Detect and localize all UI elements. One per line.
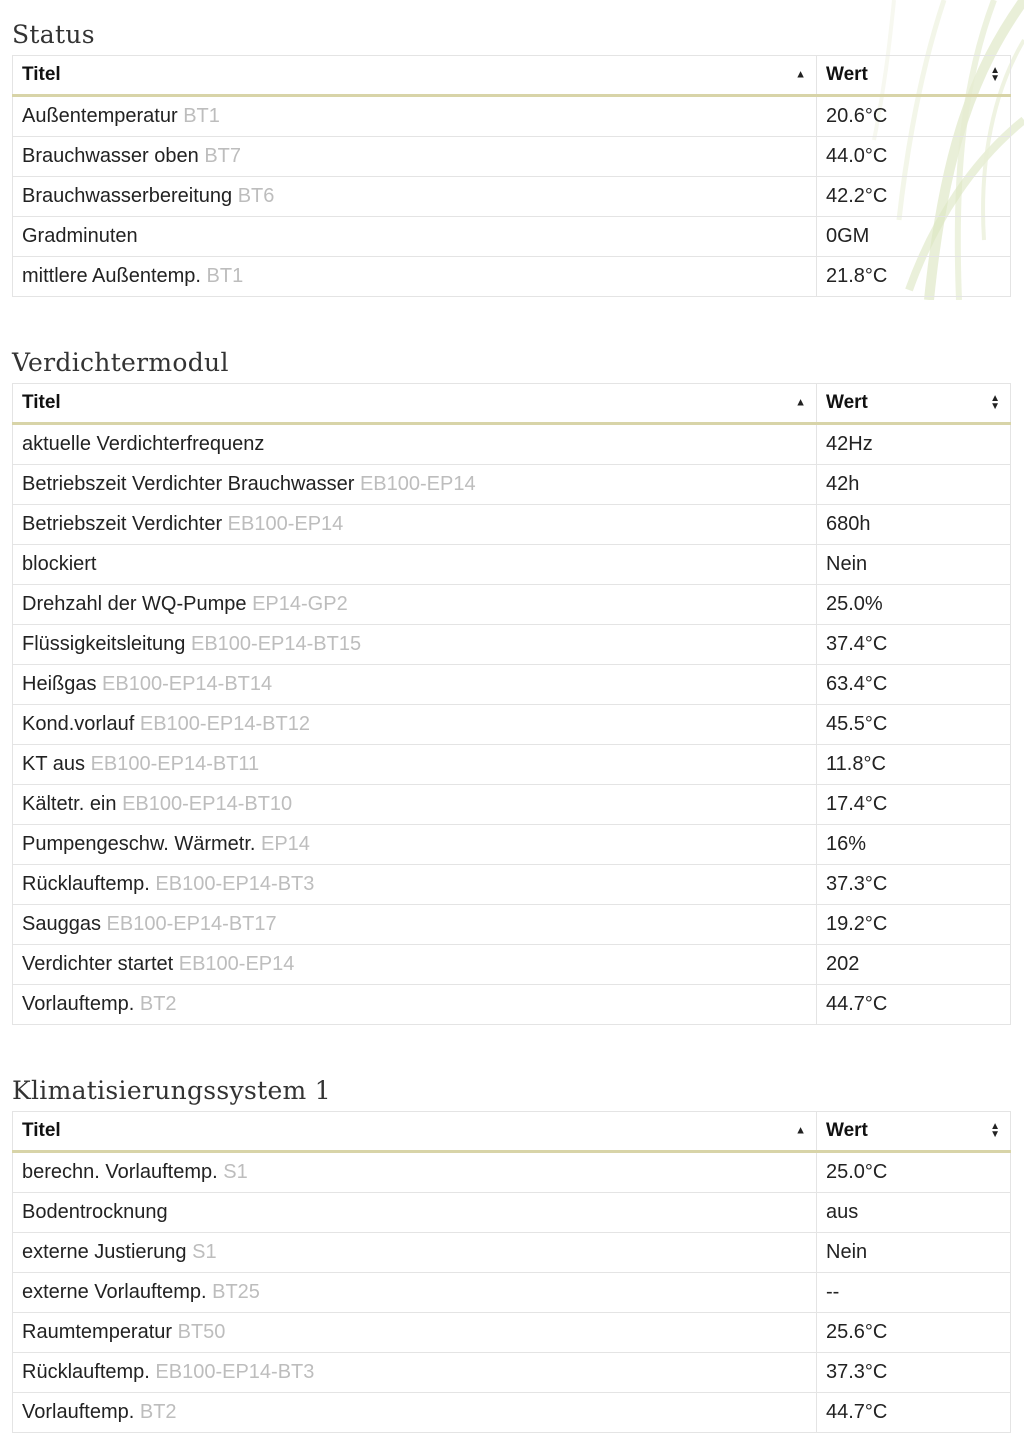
row-title-cell xyxy=(13,745,817,785)
row-title-cell xyxy=(13,424,817,465)
table-row xyxy=(13,1193,1011,1233)
row-title-cell xyxy=(13,865,817,905)
table-row xyxy=(13,1313,1011,1353)
table-row xyxy=(13,665,1011,705)
row-value-cell: 44.7°C xyxy=(817,1393,1011,1433)
section-status xyxy=(12,15,1010,297)
column-header-value[interactable] xyxy=(817,1112,1011,1152)
row-value-cell: 37.4°C xyxy=(817,625,1011,665)
row-sensor-code: BT50 xyxy=(177,1321,226,1343)
row-sensor-code: EB100-EP14-BT15 xyxy=(190,633,362,655)
sort-both-icon: ▲ ▼ xyxy=(990,65,1000,84)
column-header-title-label: Titel xyxy=(22,1120,61,1141)
row-label: Betriebszeit Verdichter xyxy=(22,513,223,535)
table-row xyxy=(13,945,1011,985)
row-title-cell xyxy=(13,1313,817,1353)
row-sensor-code: EB100-EP14 xyxy=(178,953,295,975)
column-header-value-label: Wert xyxy=(826,1120,868,1141)
table-row xyxy=(13,96,1011,137)
column-header-value[interactable] xyxy=(817,384,1011,424)
klimatisierungssystem-table xyxy=(12,1111,1011,1433)
section-klimatisierungssystem-1 xyxy=(12,1071,1010,1433)
row-sensor-code: EB100-EP14-BT14 xyxy=(102,673,273,695)
row-sensor-code: EP14-GP2 xyxy=(252,593,348,615)
column-header-title[interactable] xyxy=(13,56,817,96)
table-row xyxy=(13,865,1011,905)
row-label: KT aus xyxy=(22,753,85,775)
row-sensor-code: BT1 xyxy=(183,105,220,127)
row-label: aktuelle Verdichterfrequenz xyxy=(22,433,265,455)
row-title-cell xyxy=(13,785,817,825)
table-row xyxy=(13,424,1011,465)
row-sensor-code: EB100-EP14-BT3 xyxy=(155,1361,315,1383)
row-label: Vorlauftemp. xyxy=(22,1401,135,1423)
row-label: Außentemperatur xyxy=(22,105,178,127)
row-sensor-code: EB100-EP14-BT17 xyxy=(106,913,277,935)
row-value-cell: 202 xyxy=(817,945,1011,985)
table-header-row xyxy=(13,384,1011,424)
row-title-cell xyxy=(13,905,817,945)
row-value-cell: 19.2°C xyxy=(817,905,1011,945)
table-row xyxy=(13,1233,1011,1273)
row-value-cell: 45.5°C xyxy=(817,705,1011,745)
sort-ascending-icon: ▲ xyxy=(795,396,806,409)
row-sensor-code: BT25 xyxy=(212,1281,260,1303)
column-header-title[interactable] xyxy=(13,1112,817,1152)
row-title-cell xyxy=(13,1273,817,1313)
section-verdichtermodul xyxy=(12,343,1010,1025)
row-sensor-code: S1 xyxy=(223,1161,248,1183)
table-row xyxy=(13,705,1011,745)
row-value-cell: 42Hz xyxy=(817,424,1011,465)
sort-ascending-icon: ▲ xyxy=(795,68,806,81)
table-row xyxy=(13,545,1011,585)
row-sensor-code: EB100-EP14-BT3 xyxy=(155,873,315,895)
row-sensor-code: BT2 xyxy=(139,993,177,1015)
row-value-cell: 25.0°C xyxy=(817,1152,1011,1193)
table-row xyxy=(13,625,1011,665)
row-label: externe Vorlauftemp. xyxy=(22,1281,207,1303)
row-value-cell: 42.2°C xyxy=(817,177,1011,217)
row-sensor-code: EP14 xyxy=(261,833,310,855)
row-sensor-code: EB100-EP14 xyxy=(227,513,344,535)
section-title: Klimatisierungssystem 1 xyxy=(12,1076,332,1105)
row-label: Brauchwasser oben xyxy=(22,145,199,167)
row-label: Bodentrocknung xyxy=(22,1201,168,1223)
verdichtermodul-table xyxy=(12,383,1011,1025)
row-value-cell: aus xyxy=(817,1193,1011,1233)
table-row xyxy=(13,465,1011,505)
row-label: Vorlauftemp. xyxy=(22,993,135,1015)
row-label: Kältetr. ein xyxy=(22,793,117,815)
row-value-cell: 21.8°C xyxy=(817,257,1011,297)
column-header-value-label: Wert xyxy=(826,64,868,85)
row-title-cell xyxy=(13,985,817,1025)
row-label: Pumpengeschw. Wärmetr. xyxy=(22,833,256,855)
status-table xyxy=(12,55,1011,297)
row-title-cell xyxy=(13,1193,817,1233)
table-header-row xyxy=(13,1112,1011,1152)
column-header-title[interactable] xyxy=(13,384,817,424)
row-label: Gradminuten xyxy=(22,225,138,247)
row-title-cell xyxy=(13,585,817,625)
row-label: Kond.vorlauf xyxy=(22,713,135,735)
row-value-cell: -- xyxy=(817,1273,1011,1313)
table-row xyxy=(13,137,1011,177)
row-label: Flüssigkeitsleitung xyxy=(22,633,186,655)
row-value-cell: Nein xyxy=(817,545,1011,585)
row-value-cell: 680h xyxy=(817,505,1011,545)
row-value-cell: 11.8°C xyxy=(817,745,1011,785)
row-value-cell: 17.4°C xyxy=(817,785,1011,825)
table-row xyxy=(13,825,1011,865)
table-row xyxy=(13,1393,1011,1433)
table-body xyxy=(13,424,1011,1025)
row-value-cell: 0GM xyxy=(817,217,1011,257)
row-label: Drehzahl der WQ-Pumpe xyxy=(22,593,247,615)
row-title-cell xyxy=(13,945,817,985)
column-header-title-label: Titel xyxy=(22,392,61,413)
row-label: Betriebszeit Verdichter Brauchwasser xyxy=(22,473,355,495)
row-value-cell: 63.4°C xyxy=(817,665,1011,705)
row-label: Heißgas xyxy=(22,673,97,695)
row-value-cell: 20.6°C xyxy=(817,96,1011,137)
row-label: externe Justierung xyxy=(22,1241,187,1263)
table-row xyxy=(13,905,1011,945)
column-header-title-label: Titel xyxy=(22,64,61,85)
row-title-cell xyxy=(13,137,817,177)
table-row xyxy=(13,985,1011,1025)
row-sensor-code: EB100-EP14-BT11 xyxy=(90,753,260,775)
row-label: Verdichter startet xyxy=(22,953,174,975)
row-sensor-code: EB100-EP14-BT10 xyxy=(122,793,293,815)
row-label: Rücklauftemp. xyxy=(22,873,150,895)
row-label: berechn. Vorlauftemp. xyxy=(22,1161,218,1183)
row-title-cell xyxy=(13,465,817,505)
row-label: Brauchwasserbereitung xyxy=(22,185,233,207)
row-title-cell xyxy=(13,1152,817,1193)
row-title-cell xyxy=(13,217,817,257)
row-title-cell xyxy=(13,665,817,705)
table-body xyxy=(13,96,1011,297)
sort-ascending-icon: ▲ xyxy=(795,1124,806,1137)
table-row xyxy=(13,585,1011,625)
row-value-cell: 16% xyxy=(817,825,1011,865)
row-sensor-code: BT1 xyxy=(206,265,244,287)
table-row xyxy=(13,745,1011,785)
row-value-cell: 25.6°C xyxy=(817,1313,1011,1353)
sort-both-icon: ▲ ▼ xyxy=(990,393,1000,412)
table-row xyxy=(13,1353,1011,1393)
row-title-cell xyxy=(13,1233,817,1273)
row-title-cell xyxy=(13,825,817,865)
row-sensor-code: EB100-EP14 xyxy=(359,473,476,495)
table-row xyxy=(13,1273,1011,1313)
row-title-cell xyxy=(13,177,817,217)
row-value-cell: 37.3°C xyxy=(817,1353,1011,1393)
column-header-value-label: Wert xyxy=(826,392,868,413)
row-sensor-code: BT2 xyxy=(139,1401,177,1423)
table-row xyxy=(13,257,1011,297)
sort-both-icon: ▲ ▼ xyxy=(990,1121,1000,1140)
row-title-cell xyxy=(13,1353,817,1393)
row-label: Sauggas xyxy=(22,913,101,935)
row-value-cell: 37.3°C xyxy=(817,865,1011,905)
row-title-cell xyxy=(13,625,817,665)
table-row xyxy=(13,1152,1011,1193)
row-label: mittlere Außentemp. xyxy=(22,265,201,287)
row-title-cell xyxy=(13,505,817,545)
row-title-cell xyxy=(13,257,817,297)
row-value-cell: 44.0°C xyxy=(817,137,1011,177)
row-title-cell xyxy=(13,545,817,585)
table-row xyxy=(13,505,1011,545)
table-row xyxy=(13,177,1011,217)
section-title: Status xyxy=(12,20,95,49)
row-sensor-code: EB100-EP14-BT12 xyxy=(139,713,310,735)
row-value-cell: 44.7°C xyxy=(817,985,1011,1025)
row-title-cell xyxy=(13,705,817,745)
row-sensor-code: BT6 xyxy=(237,185,275,207)
row-value-cell: 25.0% xyxy=(817,585,1011,625)
row-sensor-code: S1 xyxy=(192,1241,217,1263)
section-title: Verdichtermodul xyxy=(12,348,229,377)
row-value-cell: Nein xyxy=(817,1233,1011,1273)
row-value-cell: 42h xyxy=(817,465,1011,505)
row-sensor-code: BT7 xyxy=(204,145,242,167)
row-label: Raumtemperatur xyxy=(22,1321,173,1343)
column-header-value[interactable] xyxy=(817,56,1011,96)
table-body xyxy=(13,1152,1011,1433)
row-title-cell xyxy=(13,1393,817,1433)
table-row xyxy=(13,217,1011,257)
row-label: Rücklauftemp. xyxy=(22,1361,150,1383)
table-header-row xyxy=(13,56,1011,96)
row-title-cell xyxy=(13,96,817,137)
table-row xyxy=(13,785,1011,825)
row-label: blockiert xyxy=(22,553,97,575)
